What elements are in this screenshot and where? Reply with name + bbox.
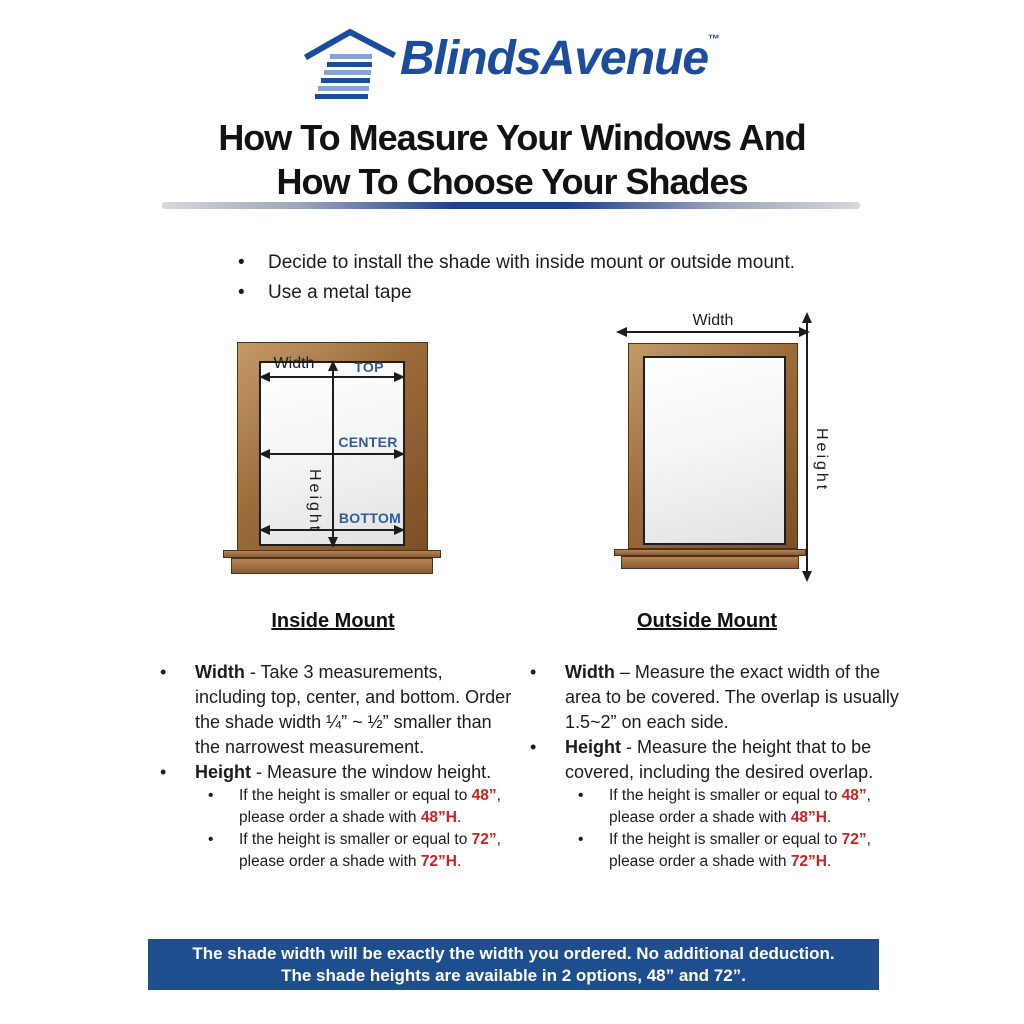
text-segment: . xyxy=(827,853,832,870)
window-sill-base xyxy=(231,558,433,574)
text-segment: , please order a shade with xyxy=(239,831,501,870)
width-label: Width xyxy=(692,312,734,329)
height-rule-48 xyxy=(206,785,516,829)
height-term: Height xyxy=(565,737,621,757)
height-rule-72 xyxy=(206,829,516,873)
height-instruction xyxy=(518,735,913,785)
width-rest: – Measure the exact width of the area to be covered. The overlap is usually 1.5~2” on each side. xyxy=(565,662,899,732)
width-instruction-text xyxy=(565,660,913,735)
width-instruction xyxy=(518,660,913,735)
value-72: 72” xyxy=(841,831,867,848)
logo xyxy=(0,24,1024,105)
height-label: Height xyxy=(306,468,323,534)
bullet-icon xyxy=(576,829,609,873)
text-segment: . xyxy=(457,809,462,826)
width-term: Width xyxy=(565,662,615,682)
footer-line1: The shade width will be exactly the width you ordered. No additional deduction. xyxy=(192,944,835,963)
value-48h: 48”H xyxy=(790,809,827,826)
inside-mount-instructions xyxy=(148,660,516,873)
trademark-symbol: ™ xyxy=(708,32,721,46)
height-rule-48-text xyxy=(239,785,516,829)
text-segment: If the height is smaller or equal to xyxy=(609,787,842,804)
intro-bullet-1-text: Decide to install the shade with inside mount or outside mount. xyxy=(268,252,796,273)
bullet-icon xyxy=(206,785,239,829)
text-segment: . xyxy=(827,809,832,826)
height-instruction xyxy=(148,760,516,785)
height-rule-48 xyxy=(576,785,913,829)
outside-mount-instructions xyxy=(518,660,913,873)
text-segment: If the height is smaller or equal to xyxy=(239,831,472,848)
height-rule-72 xyxy=(576,829,913,873)
height-rule-48-text xyxy=(609,785,913,829)
footer-note-banner xyxy=(148,939,879,990)
bullet-icon xyxy=(148,760,195,785)
inside-mount-caption: Inside Mount xyxy=(271,610,395,632)
height-instruction-text xyxy=(195,760,516,785)
text-segment: , please order a shade with xyxy=(239,787,501,826)
width-term: Width xyxy=(195,662,245,682)
bullet-icon xyxy=(238,278,268,308)
height-arrow xyxy=(806,314,808,580)
bottom-label: BOTTOM xyxy=(338,510,402,526)
window-frame xyxy=(628,343,798,549)
width-label: Width xyxy=(273,355,315,372)
height-term: Height xyxy=(195,762,251,782)
text-segment: If the height is smaller or equal to xyxy=(609,831,842,848)
window-sill-base xyxy=(621,556,799,569)
window-sill-top xyxy=(614,549,806,556)
width-instruction-text xyxy=(195,660,516,760)
height-rest: - Measure the window height. xyxy=(251,762,492,782)
height-rest: - Measure the height that to be covered, including the desired overlap. xyxy=(565,737,874,782)
bullet-icon xyxy=(518,660,565,735)
width-arrow xyxy=(618,331,808,333)
text-segment: If the height is smaller or equal to xyxy=(239,787,472,804)
bullet-icon xyxy=(206,829,239,873)
text-segment: , please order a shade with xyxy=(609,831,871,870)
intro-bullet-2-text: Use a metal tape xyxy=(268,282,412,303)
height-label: Height xyxy=(813,427,830,493)
height-instruction-text xyxy=(565,735,913,785)
page-title xyxy=(0,116,1024,204)
value-72h: 72”H xyxy=(790,853,827,870)
bullet-icon xyxy=(576,785,609,829)
bullet-icon xyxy=(148,660,195,760)
center-label: CENTER xyxy=(338,434,398,450)
text-segment: , please order a shade with xyxy=(609,787,871,826)
height-rule-72-text xyxy=(239,829,516,873)
footer-line2: The shade heights are available in 2 options, 48” and 72”. xyxy=(281,966,746,985)
value-48: 48” xyxy=(471,787,497,804)
bullet-icon xyxy=(518,735,565,785)
value-72h: 72”H xyxy=(420,853,457,870)
top-label: TOP xyxy=(354,359,384,375)
window-glass xyxy=(643,356,786,545)
page-title-line1: How To Measure Your Windows And xyxy=(218,117,806,158)
value-48: 48” xyxy=(841,787,867,804)
intro-bullet-2 xyxy=(238,278,918,308)
intro-bullet-1 xyxy=(238,248,918,278)
value-72: 72” xyxy=(471,831,497,848)
intro-bullets xyxy=(238,248,918,308)
width-instruction xyxy=(148,660,516,760)
title-divider xyxy=(162,202,860,209)
bullet-icon xyxy=(238,248,268,278)
page-title-line2: How To Choose Your Shades xyxy=(276,161,748,202)
height-rule-72-text xyxy=(609,829,913,873)
value-48h: 48”H xyxy=(420,809,457,826)
brand-name: BlindsAvenue xyxy=(399,32,709,85)
text-segment: . xyxy=(457,853,462,870)
window-sill-top xyxy=(223,550,441,558)
blinds-house-icon xyxy=(304,26,396,105)
width-rest: - Take 3 measurements, including top, center, and bottom. Order the shade width ¼” ~ ½” smaller than the narrowest measurement. xyxy=(195,662,512,757)
outside-mount-caption: Outside Mount xyxy=(637,610,777,632)
